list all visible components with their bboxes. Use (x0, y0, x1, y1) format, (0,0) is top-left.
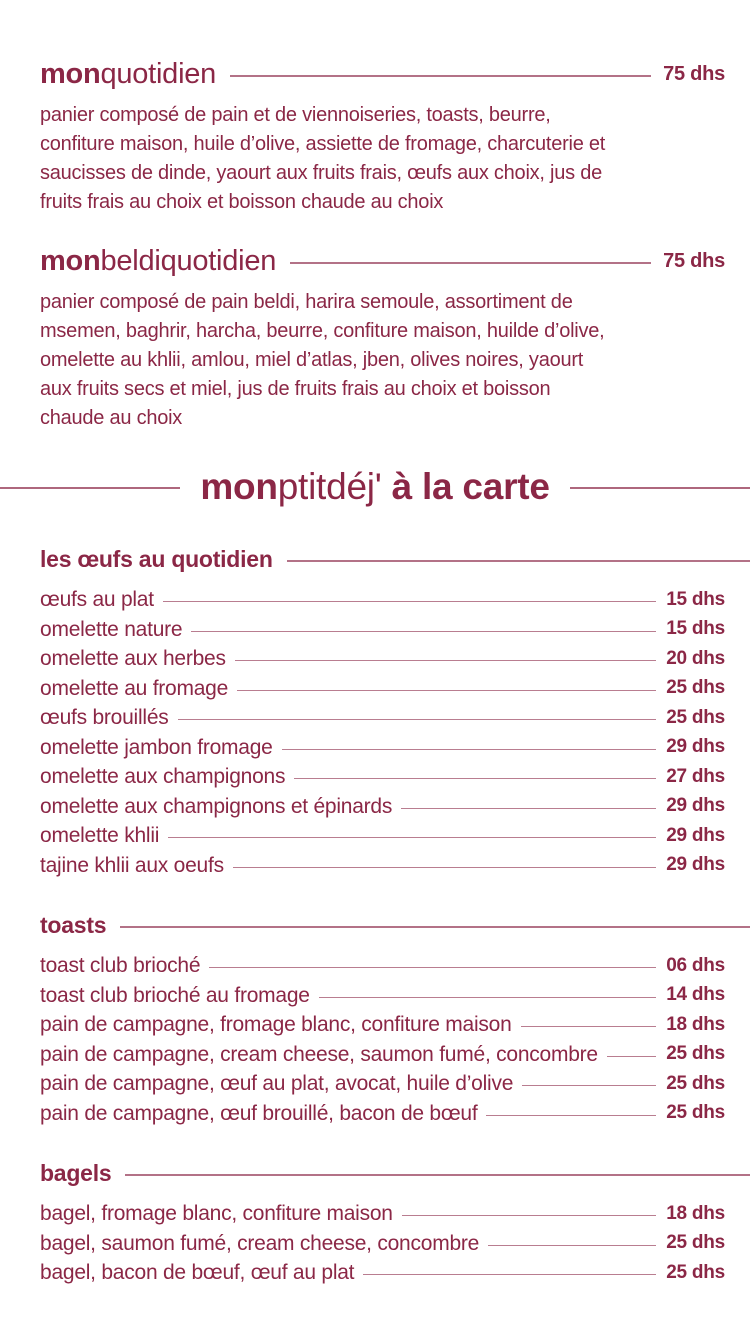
item-leader-line (168, 837, 656, 838)
item-leader-line (521, 1026, 657, 1027)
formule-name: quotidien (100, 57, 217, 90)
menu-section (40, 911, 750, 1128)
brand-prefix: mon (200, 465, 278, 507)
heading-rule-left (0, 487, 180, 489)
leader-line (290, 262, 651, 264)
item-name: œufs brouillés (40, 706, 169, 730)
item-leader-line (282, 749, 657, 750)
item-price: 29 dhs (666, 854, 725, 876)
menu-item-row (40, 1099, 750, 1129)
item-name: omelette aux champignons (40, 765, 286, 789)
item-price: 29 dhs (666, 736, 725, 758)
item-name: toast club brioché (40, 954, 201, 978)
item-name: pain de campagne, œuf brouillé, bacon de bœuf (40, 1101, 478, 1125)
menu-item-row (40, 792, 750, 822)
menu-item-row (40, 674, 750, 704)
item-leader-line (178, 719, 657, 720)
item-leader-line (401, 808, 656, 809)
item-leader-line (486, 1115, 656, 1116)
formule-monquotidien (40, 56, 750, 217)
carte-heading-suffix: à la carte (381, 465, 550, 507)
item-price: 25 dhs (666, 1043, 725, 1065)
carte-heading-text (200, 465, 550, 507)
section-header (40, 911, 750, 939)
section-rule (120, 926, 750, 928)
item-price: 25 dhs (666, 706, 725, 728)
menu-item-row (40, 851, 750, 881)
menu-item-row (40, 1069, 750, 1099)
item-leader-line (235, 660, 657, 661)
item-leader-line (191, 631, 656, 632)
item-name: pain de campagne, œuf au plat, avocat, huile d’olive (40, 1072, 514, 1096)
leader-line (230, 75, 651, 77)
item-leader-line (488, 1245, 656, 1246)
menu-sections (40, 545, 750, 1288)
item-price: 27 dhs (666, 765, 725, 787)
menu-item-row (40, 951, 750, 981)
menu-section (40, 545, 750, 880)
item-price: 18 dhs (666, 1013, 725, 1035)
formule-description: panier composé de pain beldi, harira semoule, assortiment de msemen, baghrir, harcha, beurre, confiture maison, huilde d’olive, omelette au khlii, amlou, miel d’atlas, jben, olives noires, yaourt aux fruits secs et miel, jus de fruits frais au choix et boisson chaude au choix (40, 291, 605, 429)
section-title: les œufs au quotidien (40, 545, 273, 572)
formule-title (40, 57, 217, 90)
menu-item-row (40, 821, 750, 851)
item-name: pain de campagne, cream cheese, saumon fumé, concombre (40, 1042, 598, 1066)
item-leader-line (607, 1056, 656, 1057)
item-name: bagel, fromage blanc, confiture maison (40, 1202, 393, 1226)
item-price: 25 dhs (666, 1102, 725, 1124)
item-name: toast club brioché au fromage (40, 983, 310, 1007)
item-name: omelette khlii (40, 824, 160, 848)
item-leader-line (294, 778, 656, 779)
formule-description: panier composé de pain et de viennoiseries, toasts, beurre, confiture maison, huile d’olive, assiette de fromage, charcuterie et saucisses de dinde, yaourt aux fruits frais, œufs aux choix, jus de fruits frais au choix et boisson chaude au choix (40, 104, 606, 213)
menu-item-row (40, 644, 750, 674)
menu-item-row (40, 733, 750, 763)
carte-heading (0, 463, 750, 509)
menu-item-row (40, 762, 750, 792)
menu-item-row (40, 615, 750, 645)
item-name: omelette jambon fromage (40, 735, 273, 759)
formule-title (40, 244, 277, 277)
section-items (40, 951, 750, 1128)
item-leader-line (522, 1085, 656, 1086)
menu-item-row (40, 703, 750, 733)
item-name: bagel, bacon de bœuf, œuf au plat (40, 1261, 355, 1285)
section-rule (287, 560, 750, 562)
section-title: bagels (40, 1159, 112, 1186)
menu-item-row (40, 1199, 750, 1229)
item-name: omelette au fromage (40, 676, 229, 700)
section-header (40, 1159, 750, 1187)
formule-monbeldiquotidien (40, 243, 750, 433)
item-name: bagel, saumon fumé, cream cheese, concombre (40, 1231, 480, 1255)
item-price: 15 dhs (666, 618, 725, 640)
formule-price: 75 dhs (663, 249, 725, 272)
section-items (40, 585, 750, 880)
heading-rule-right (570, 487, 750, 489)
item-name: œufs au plat (40, 588, 154, 612)
menu-item-row (40, 585, 750, 615)
item-price: 25 dhs (666, 1232, 725, 1254)
carte-heading-script: ptitdéj' (277, 465, 382, 507)
brand-prefix: mon (40, 57, 101, 90)
item-price: 25 dhs (666, 677, 725, 699)
formule-price: 75 dhs (663, 62, 725, 85)
menu-item-row (40, 1040, 750, 1070)
section-title: toasts (40, 911, 107, 938)
item-price: 15 dhs (666, 588, 725, 610)
menu-section (40, 1159, 750, 1288)
item-leader-line (233, 867, 656, 868)
item-leader-line (209, 967, 656, 968)
menu-item-row (40, 1010, 750, 1040)
item-name: omelette aux champignons et épinards (40, 794, 393, 818)
formule-name: beldiquotidien (100, 244, 277, 277)
item-leader-line (237, 690, 656, 691)
item-price: 18 dhs (666, 1202, 725, 1224)
formule-header (40, 243, 750, 279)
item-name: pain de campagne, fromage blanc, confiture maison (40, 1013, 512, 1037)
item-leader-line (402, 1215, 656, 1216)
item-leader-line (363, 1274, 656, 1275)
item-name: omelette aux herbes (40, 647, 226, 671)
menu-item-row (40, 981, 750, 1011)
item-price: 29 dhs (666, 795, 725, 817)
section-header (40, 545, 750, 573)
section-items (40, 1199, 750, 1288)
brand-prefix: mon (40, 244, 101, 277)
item-price: 29 dhs (666, 824, 725, 846)
item-price: 06 dhs (666, 954, 725, 976)
item-name: tajine khlii aux oeufs (40, 853, 224, 877)
section-rule (125, 1174, 750, 1176)
item-price: 14 dhs (666, 984, 725, 1006)
formule-header (40, 56, 750, 92)
item-price: 25 dhs (666, 1261, 725, 1283)
item-price: 20 dhs (666, 647, 725, 669)
menu-item-row (40, 1229, 750, 1259)
item-name: omelette nature (40, 617, 183, 641)
item-leader-line (163, 601, 656, 602)
menu-item-row (40, 1258, 750, 1288)
item-price: 25 dhs (666, 1072, 725, 1094)
item-leader-line (319, 997, 657, 998)
